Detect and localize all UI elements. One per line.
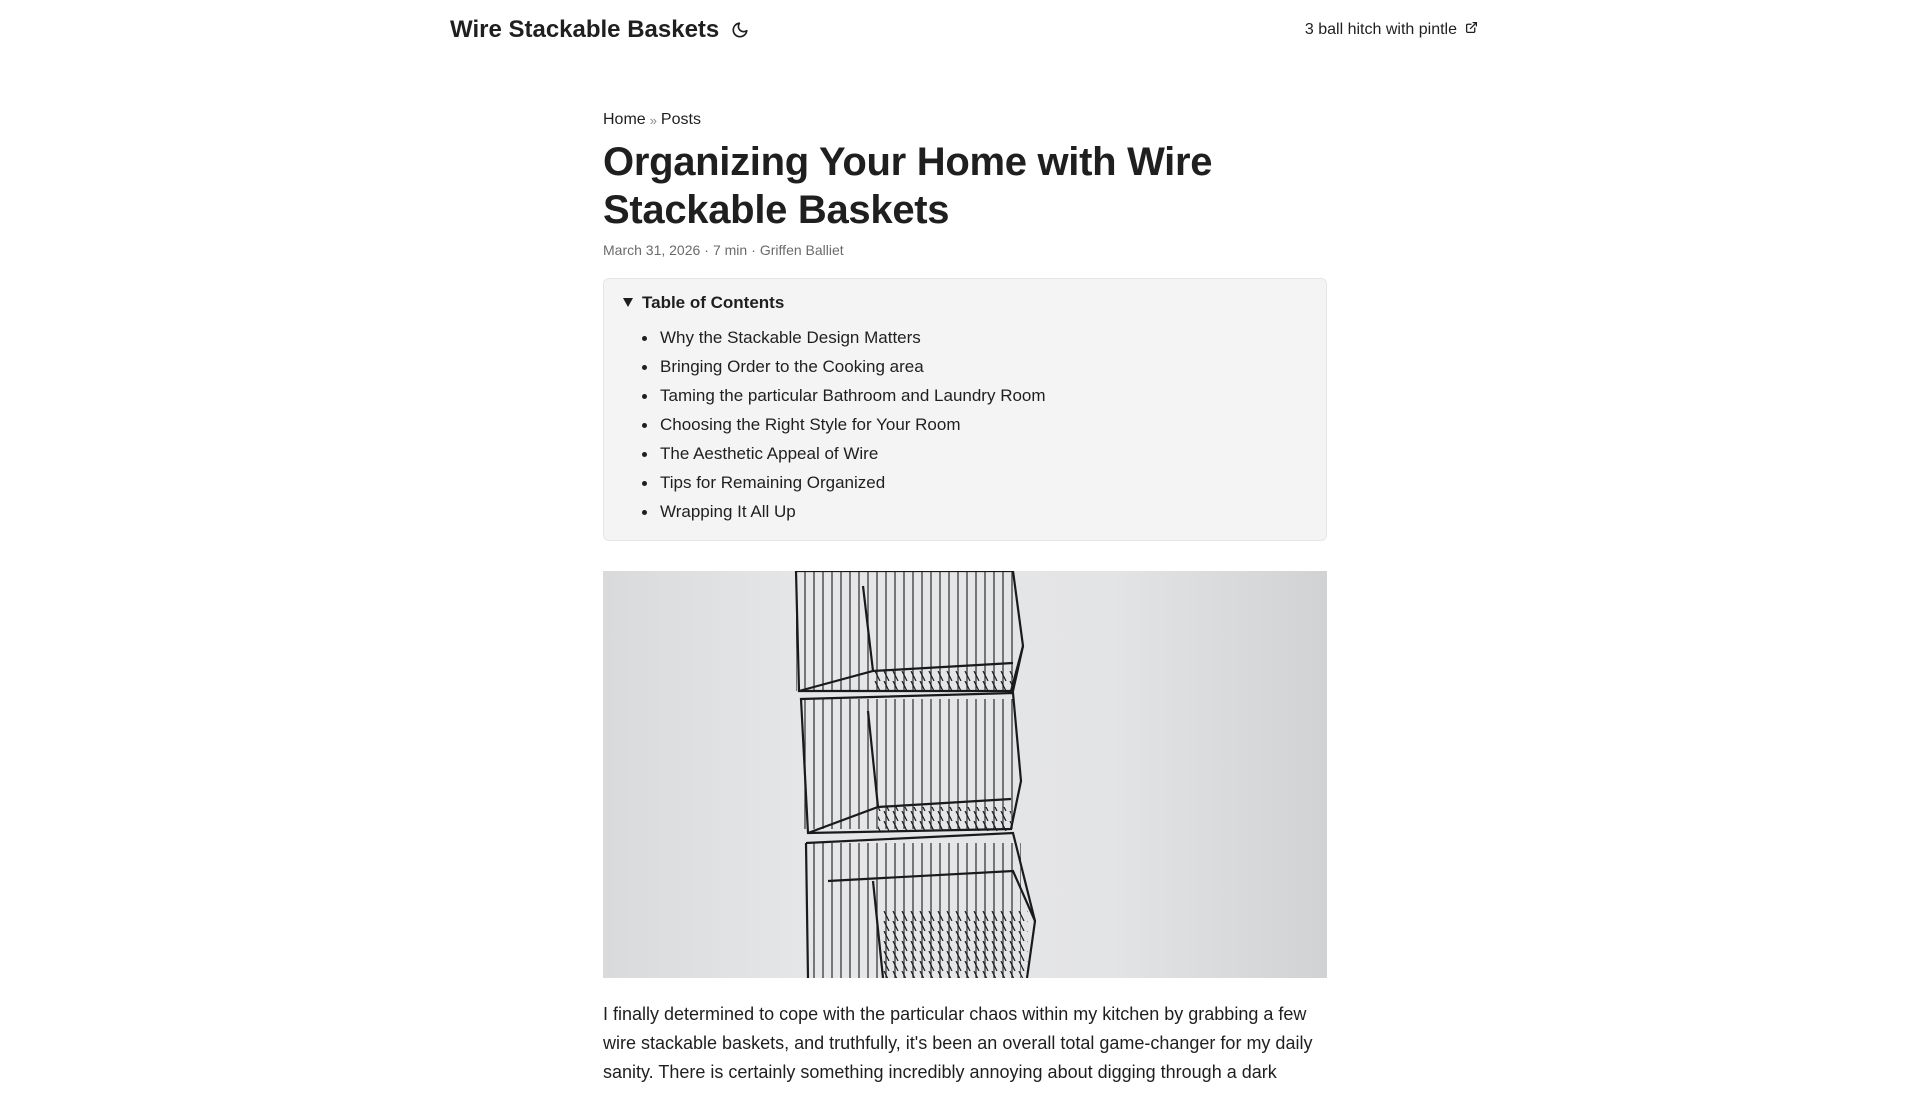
toc-link[interactable]: Choosing the Right Style for Your Room: [660, 415, 961, 434]
toc-link[interactable]: The Aesthetic Appeal of Wire: [660, 444, 879, 463]
post-read-time: 7 min: [712, 242, 748, 258]
basket-top: [796, 571, 1023, 691]
list-item: [642, 439, 1308, 468]
breadcrumb: [603, 108, 1327, 132]
basket-middle: [801, 693, 1021, 833]
toc-link[interactable]: Tips for Remaining Organized: [660, 473, 886, 492]
toc-list: [622, 323, 1308, 526]
wire-basket-illustration: [603, 571, 1327, 978]
basket-bottom: [806, 833, 1035, 978]
nav-link-external[interactable]: [1305, 21, 1478, 39]
list-item: [642, 352, 1308, 381]
meta-separator: ·: [704, 242, 709, 258]
list-item: [642, 468, 1308, 497]
toc-link[interactable]: Why the Stackable Design Matters: [660, 328, 921, 347]
breadcrumb-posts[interactable]: Posts: [660, 111, 701, 128]
breadcrumb-home[interactable]: Home: [603, 111, 646, 128]
hero-image: [603, 571, 1327, 978]
breadcrumb-separator: »: [649, 112, 657, 128]
post-meta: [603, 242, 1327, 258]
list-item: [642, 381, 1308, 410]
meta-separator: ·: [751, 242, 756, 258]
brand: [450, 16, 751, 44]
post-author: Griffen Balliet: [759, 242, 844, 258]
table-of-contents: [603, 278, 1327, 541]
toc-link[interactable]: Bringing Order to the Cooking area: [660, 357, 924, 376]
toc-toggle[interactable]: [622, 291, 1308, 315]
post-main: [603, 108, 1327, 1105]
post-date: March 31, 2026: [603, 242, 701, 258]
list-item: [642, 323, 1308, 352]
intro-paragraph: I finally determined to cope with the particular chaos within my kitchen by grabbing a few wire stackable baskets, and truthfully, it's been an overall total game-changer for my daily sanity. There is certainly something incredibly annoying about digging through a dark: [603, 1004, 1313, 1082]
nav-link-label: 3 ball hitch with pintle: [1304, 21, 1457, 38]
page-title: Organizing Your Home with Wire Stackable Baskets: [603, 140, 1213, 232]
external-link-icon: [1465, 21, 1478, 39]
toc-title: Table of Contents: [642, 293, 785, 312]
list-item: [642, 410, 1308, 439]
triangle-down-icon: [622, 293, 634, 313]
list-item: [642, 497, 1308, 526]
site-title-link[interactable]: Wire Stackable Baskets: [450, 16, 720, 43]
moon-icon[interactable]: [729, 19, 751, 41]
toc-link[interactable]: Wrapping It All Up: [660, 502, 796, 521]
toc-link[interactable]: Taming the particular Bathroom and Laundry Room: [660, 386, 1046, 405]
site-header: [450, 0, 1478, 60]
